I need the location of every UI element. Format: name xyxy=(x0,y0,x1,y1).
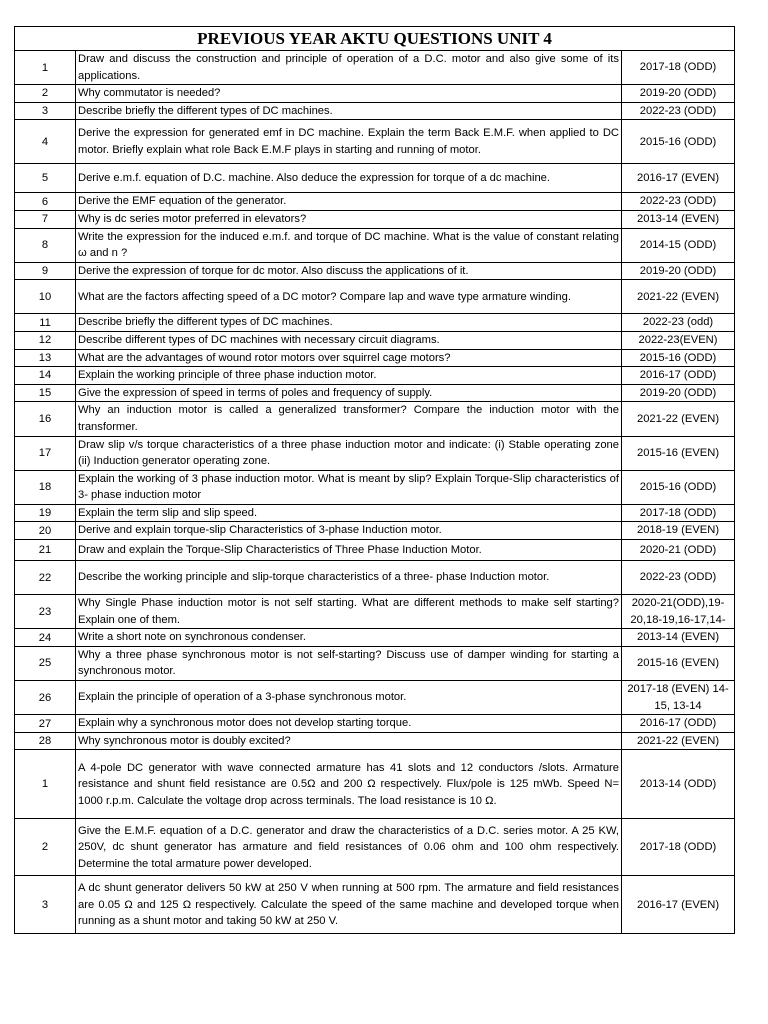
question-number: 5 xyxy=(15,164,76,193)
question-text: Derive e.m.f. equation of D.C. machine. Also deduce the expression for torque of a dc machine. xyxy=(76,164,622,193)
question-text: What are the advantages of wound rotor motors over squirrel cage motors? xyxy=(76,349,622,367)
exam-year: 2016-17 (EVEN) xyxy=(622,876,735,934)
table-row xyxy=(15,120,735,164)
exam-year: 2019-20 (ODD) xyxy=(622,85,735,103)
question-number: 15 xyxy=(15,384,76,402)
question-number: 28 xyxy=(15,732,76,750)
table-row xyxy=(15,402,735,436)
question-number: 3 xyxy=(15,876,76,934)
question-text: Derive the expression of torque for dc motor. Also discuss the applications of it. xyxy=(76,262,622,280)
exam-year: 2014-15 (ODD) xyxy=(622,228,735,262)
table-row xyxy=(15,561,735,595)
question-number: 14 xyxy=(15,367,76,385)
question-text: Why an induction motor is called a generalized transformer? Compare the induction motor with the transformer. xyxy=(76,402,622,436)
question-number: 18 xyxy=(15,470,76,504)
question-number: 23 xyxy=(15,595,76,629)
question-text: Write the expression for the induced e.m.f. and torque of DC machine. What is the value of constant relating ω and n ? xyxy=(76,228,622,262)
question-text: Describe briefly the different types of DC machines. xyxy=(76,102,622,120)
table-row xyxy=(15,646,735,680)
exam-year: 2018-19 (EVEN) xyxy=(622,522,735,540)
question-number: 2 xyxy=(15,819,76,876)
question-text: Why a three phase synchronous motor is not self-starting? Discuss use of damper winding for starting a synchronous motor. xyxy=(76,646,622,680)
question-text: Explain the working principle of three phase induction motor. xyxy=(76,367,622,385)
exam-year: 2021-22 (EVEN) xyxy=(622,732,735,750)
title-row xyxy=(15,27,735,51)
table-row xyxy=(15,193,735,211)
question-number: 16 xyxy=(15,402,76,436)
exam-year: 2015-16 (ODD) xyxy=(622,470,735,504)
question-text: Describe different types of DC machines with necessary circuit diagrams. xyxy=(76,331,622,349)
exam-year: 2017-18 (ODD) xyxy=(622,51,735,85)
table-row xyxy=(15,876,735,934)
question-text: What are the factors affecting speed of a DC motor? Compare lap and wave type armature winding. xyxy=(76,280,622,314)
question-number: 13 xyxy=(15,349,76,367)
exam-year: 2017-18 (ODD) xyxy=(622,819,735,876)
exam-year: 2022-23 (ODD) xyxy=(622,561,735,595)
question-text: Derive and explain torque-slip Characteristics of 3-phase Induction motor. xyxy=(76,522,622,540)
question-text: Why Single Phase induction motor is not self starting. What are different methods to make self starting? Explain one of them. xyxy=(76,595,622,629)
question-number: 7 xyxy=(15,210,76,228)
question-text: Give the expression of speed in terms of poles and frequency of supply. xyxy=(76,384,622,402)
table-row xyxy=(15,504,735,522)
table-row xyxy=(15,715,735,733)
table-row xyxy=(15,681,735,715)
exam-year: 2022-23 (ODD) xyxy=(622,193,735,211)
question-number: 19 xyxy=(15,504,76,522)
exam-year: 2017-18 (ODD) xyxy=(622,504,735,522)
question-number: 10 xyxy=(15,280,76,314)
table-row xyxy=(15,750,735,819)
table-row xyxy=(15,470,735,504)
table-row xyxy=(15,595,735,629)
question-number: 25 xyxy=(15,646,76,680)
table-row xyxy=(15,262,735,280)
question-number: 20 xyxy=(15,522,76,540)
question-number: 17 xyxy=(15,436,76,470)
table-row xyxy=(15,102,735,120)
table-row xyxy=(15,819,735,876)
exam-year: 2022-23 (odd) xyxy=(622,314,735,332)
table-row xyxy=(15,522,735,540)
table-row xyxy=(15,331,735,349)
question-text: Describe the working principle and slip-torque characteristics of a three- phase Induction motor. xyxy=(76,561,622,595)
exam-year: 2019-20 (ODD) xyxy=(622,384,735,402)
question-number: 24 xyxy=(15,629,76,647)
exam-year: 2021-22 (EVEN) xyxy=(622,402,735,436)
table-row xyxy=(15,314,735,332)
question-number: 21 xyxy=(15,540,76,561)
question-text: Explain why a synchronous motor does not develop starting torque. xyxy=(76,715,622,733)
exam-year: 2015-16 (EVEN) xyxy=(622,646,735,680)
table-row xyxy=(15,51,735,85)
question-text: Draw and explain the Torque-Slip Characteristics of Three Phase Induction Motor. xyxy=(76,540,622,561)
question-number: 6 xyxy=(15,193,76,211)
question-text: Derive the expression for generated emf in DC machine. Explain the term Back E.M.F. when applied to DC motor. Briefly explain what role Back E.M.F plays in starting and running of motor. xyxy=(76,120,622,164)
table-row xyxy=(15,210,735,228)
question-number: 3 xyxy=(15,102,76,120)
question-text: Why is dc series motor preferred in elevators? xyxy=(76,210,622,228)
question-text: Draw slip v/s torque characteristics of a three phase induction motor and indicate: (i) Stable operating zone (ii) Induction generator operating zone. xyxy=(76,436,622,470)
exam-year: 2015-16 (EVEN) xyxy=(622,436,735,470)
question-text: Draw and discuss the construction and principle of operation of a D.C. motor and also give some of its applications. xyxy=(76,51,622,85)
question-text: Explain the working of 3 phase induction motor. What is meant by slip? Explain Torque-Slip characteristics of 3- phase induction motor xyxy=(76,470,622,504)
question-text: Write a short note on synchronous condenser. xyxy=(76,629,622,647)
question-number: 22 xyxy=(15,561,76,595)
question-rows xyxy=(15,51,735,934)
table-row xyxy=(15,540,735,561)
table-row xyxy=(15,436,735,470)
question-number: 26 xyxy=(15,681,76,715)
exam-year: 2015-16 (ODD) xyxy=(622,120,735,164)
table-row xyxy=(15,384,735,402)
question-text: Give the E.M.F. equation of a D.C. generator and draw the characteristics of a D.C. series motor. A 25 KW, 250V, dc shunt generator has armature and field resistances of 0.06 ohm and 100 ohm respectively. Determine the total armature power developed. xyxy=(76,819,622,876)
page-title: PREVIOUS YEAR AKTU QUESTIONS UNIT 4 xyxy=(15,27,735,51)
table-row xyxy=(15,85,735,103)
questions-table xyxy=(14,26,735,934)
question-number: 9 xyxy=(15,262,76,280)
exam-year: 2019-20 (ODD) xyxy=(622,262,735,280)
question-number: 4 xyxy=(15,120,76,164)
exam-year: 2015-16 (ODD) xyxy=(622,349,735,367)
question-number: 2 xyxy=(15,85,76,103)
question-number: 27 xyxy=(15,715,76,733)
table-row xyxy=(15,228,735,262)
exam-year: 2013-14 (ODD) xyxy=(622,750,735,819)
exam-year: 2022-23 (ODD) xyxy=(622,102,735,120)
table-row xyxy=(15,280,735,314)
exam-year: 2016-17 (EVEN) xyxy=(622,164,735,193)
exam-year: 2022-23(EVEN) xyxy=(622,331,735,349)
question-number: 1 xyxy=(15,51,76,85)
question-number: 11 xyxy=(15,314,76,332)
table-row xyxy=(15,349,735,367)
question-text: A 4-pole DC generator with wave connected armature has 41 slots and 12 conductors /slots. Armature resistance and shunt field resistance are 0.5Ω and 200 Ω respectively. Flux/pole is 125 mWb. Speed N= 1000 r.p.m. Calculate the voltage drop across terminals. The load resistance is 10 Ω. xyxy=(76,750,622,819)
table-row xyxy=(15,629,735,647)
question-number: 1 xyxy=(15,750,76,819)
exam-year: 2016-17 (ODD) xyxy=(622,715,735,733)
table-row xyxy=(15,367,735,385)
question-text: Why synchronous motor is doubly excited? xyxy=(76,732,622,750)
table-row xyxy=(15,164,735,193)
exam-year: 2016-17 (ODD) xyxy=(622,367,735,385)
exam-year: 2020-21(ODD),19-20,18-19,16-17,14- xyxy=(622,595,735,629)
exam-year: 2017-18 (EVEN) 14-15, 13-14 xyxy=(622,681,735,715)
question-text: A dc shunt generator delivers 50 kW at 250 V when running at 500 rpm. The armature and field resistances are 0.05 Ω and 125 Ω respectively. Calculate the speed of the same machine and developed torque when running as a shunt motor and taking 50 kW at 250 V. xyxy=(76,876,622,934)
question-text: Why commutator is needed? xyxy=(76,85,622,103)
question-text: Explain the term slip and slip speed. xyxy=(76,504,622,522)
question-text: Describe briefly the different types of DC machines. xyxy=(76,314,622,332)
table-row xyxy=(15,732,735,750)
exam-year: 2020-21 (ODD) xyxy=(622,540,735,561)
question-number: 8 xyxy=(15,228,76,262)
question-text: Derive the EMF equation of the generator. xyxy=(76,193,622,211)
question-number: 12 xyxy=(15,331,76,349)
exam-year: 2013-14 (EVEN) xyxy=(622,210,735,228)
question-text: Explain the principle of operation of a 3-phase synchronous motor. xyxy=(76,681,622,715)
exam-year: 2021-22 (EVEN) xyxy=(622,280,735,314)
exam-year: 2013-14 (EVEN) xyxy=(622,629,735,647)
